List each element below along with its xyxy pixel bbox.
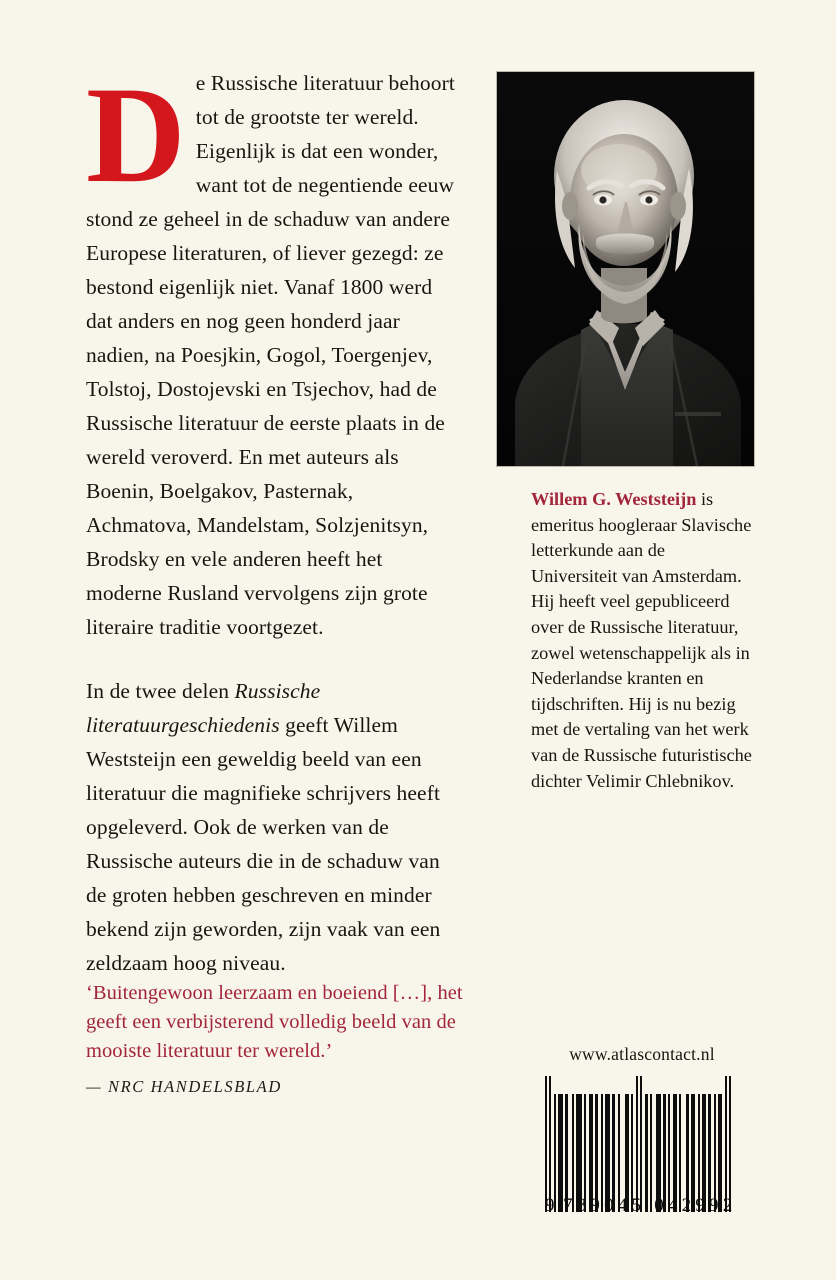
drop-cap-letter: D (86, 58, 186, 211)
blurb-paragraph-1-body: e Russische literatuur behoort tot de grootste ter wereld. Eigenlijk is dat een wonder, want tot de negentiende eeuw stond ze geheel in de schaduw van andere Europese literaturen, of liever gezegd: ze bestond eigenlijk niet. Vanaf 1800 werd dat anders en nog geen honderd jaar nadien, na Poesjkin, Gogol, Toergenjev, Tolstoj, Dostojevski en Tsjechov, had de Russische literatuur de eerste plaats in de wereld veroverd. En met auteurs als Boenin, Boelgakov, Pasternak, Achmatova, Mandelstam, Solzjenitsyn, Brodsky en vele anderen heeft het moderne Rusland vervolgens zijn grote literaire traditie voortgezet. (86, 71, 455, 639)
author-photo (497, 72, 754, 466)
blurb-paragraph-1 (86, 58, 458, 644)
isbn-barcode (545, 1076, 737, 1217)
author-name: Willem G. Weststeijn (531, 489, 697, 509)
press-quote-text: ‘Buitengewoon leerzaam en boeiend […], het geeft een verbijsterend volledig beeld van de mooiste literatuur ter wereld.’ (86, 982, 463, 1062)
book-title-italic: Russische literatuurgeschiedenis (86, 679, 321, 737)
author-portrait-illustration (497, 72, 754, 466)
blurb-column (86, 58, 458, 980)
author-bio-paragraph (531, 487, 753, 794)
barcode-bars (545, 1076, 731, 1212)
blurb-paragraph-2-tail: geeft Willem Weststeijn een geweldig beeld van een literatuur die magnifieke schrijvers heeft opgeleverd. Ook de werken van de Russische auteurs die in de schaduw van de groten hebben geschreven en minder bekend zijn geworden, zijn vaak van een zeldzaam hoog niveau. (86, 713, 441, 975)
barcode-first-digit: 9 (545, 1195, 555, 1216)
press-quote-block (86, 979, 506, 1097)
barcode-left-group: 789045 (563, 1195, 646, 1216)
barcode-right-group: 042992 (654, 1195, 737, 1216)
blurb-text (86, 58, 458, 980)
publisher-url[interactable]: www.atlascontact.nl (569, 1044, 715, 1064)
blurb-paragraph-2-lead: In de twee delen (86, 679, 235, 703)
blurb-paragraph-2 (86, 674, 458, 980)
author-bio-text: is emeritus hoogleraar Slavische letterkunde aan de Universiteit van Amsterdam. Hij heeft veel gepubliceerd over de Russische literatuur, zowel wetenschappelijk als in Nederlandse kranten en tijdschriften. Hij is nu bezig met de vertaling van het werk van de Russische futuristische dichter Velimir Chlebnikov. (531, 489, 752, 791)
author-bio (531, 487, 753, 794)
barcode-digits (545, 1195, 737, 1217)
press-quote-source: — NRC HANDELSBLAD (86, 1077, 282, 1096)
